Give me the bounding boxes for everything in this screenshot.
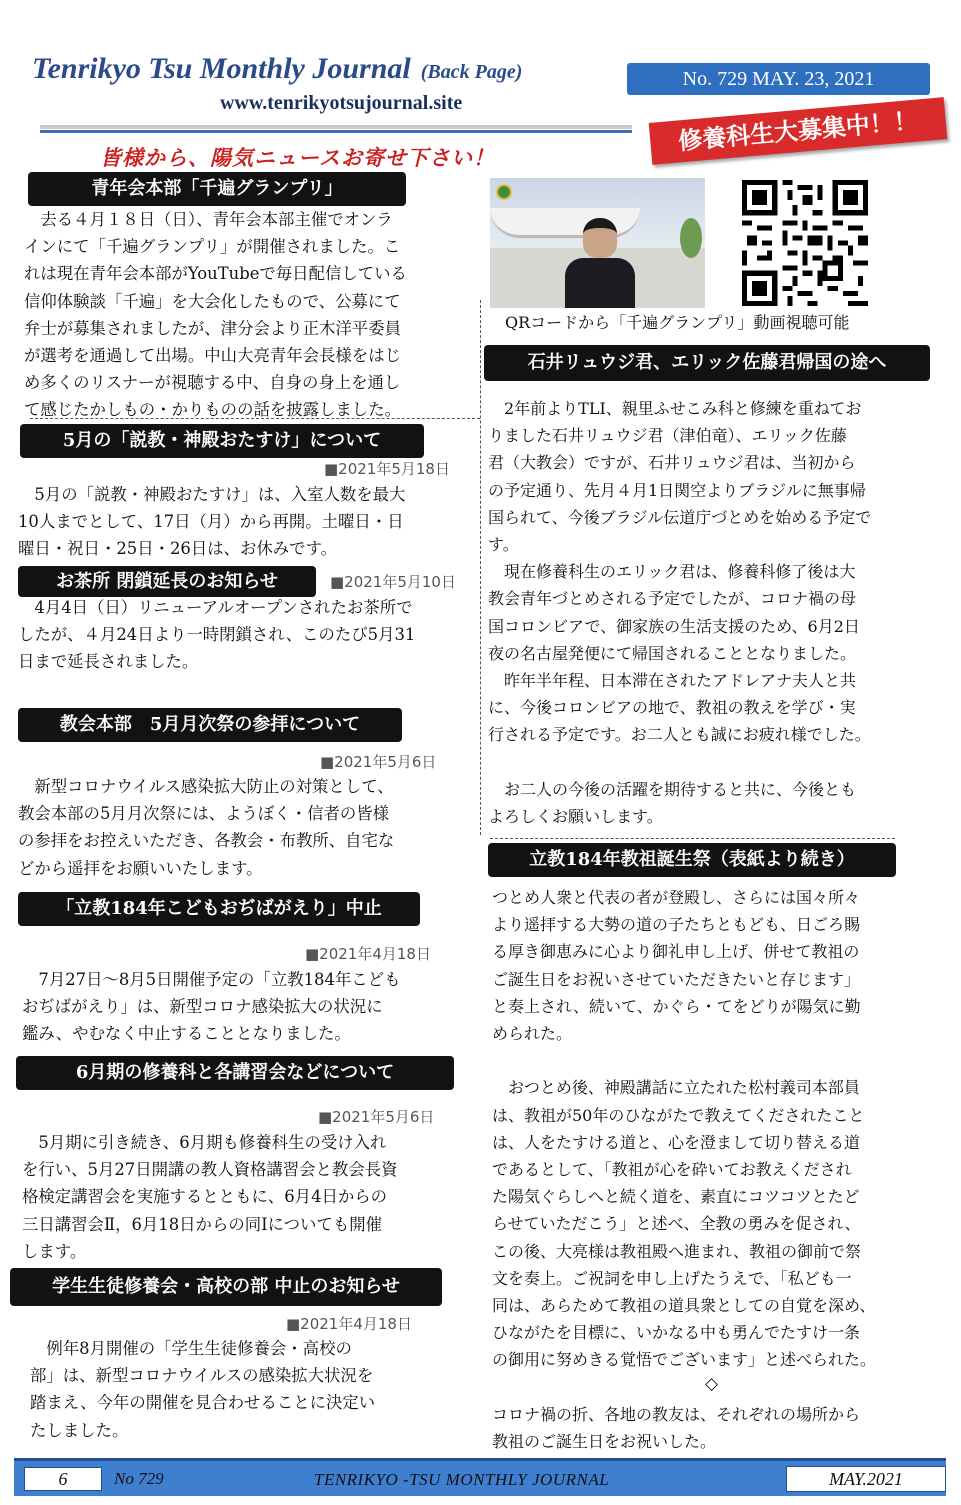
monthly-service-body: 新型コロナウイルス感染拡大防止の対策として、 教会本部の5月月次祭には、ようぼく・信者の皆様 の参拝をお控えいただき、各教会・布教所、自宅な どから遥拝をお願いいたします。 (18, 777, 395, 878)
teahouse-heading: お茶所 閉鎖延長のお知らせ (18, 566, 316, 597)
monthly-service-heading: 教会本部 5月月次祭の参拝について (18, 708, 402, 742)
sermon-body: 5月の「説教・神殿おたすけ」は、入室人数を最大 10人までとして、17日（月）から再開。土曜日・日 曜日・祝日・25日・26日は、お休みです。 (18, 485, 406, 559)
speaker-figure (565, 218, 635, 308)
section-separator: ◇ (705, 1374, 719, 1394)
column-divider (480, 300, 481, 835)
issue-date-badge: No. 729 MAY. 23, 2021 (627, 63, 930, 95)
monthly-service-date: ■2021年5月6日 (320, 753, 437, 771)
teahouse-date: ■2021年5月10日 (330, 573, 456, 591)
kids-heading: 「立教184年こどもおぢばがえり」中止 (18, 892, 420, 926)
page-number: 6 (24, 1467, 102, 1491)
kids-body: 7月27日～8月5日開催予定の「立教184年こども おぢばがえり」は、新型コロナ感染拡大の状況に 鑑み、やむなく中止することとなりました。 (22, 970, 401, 1044)
grand-prix-heading: 青年会本部「千遍グランプリ」 (28, 172, 406, 206)
video-thumbnail[interactable] (490, 178, 705, 308)
return-home-heading: 石井リュウジ君、エリック佐藤君帰国の途へ (484, 345, 930, 381)
recruit-banner: 修養科生大募集中！！ (649, 97, 948, 165)
speaker-head (583, 218, 617, 258)
june-courses-date: ■2021年5月6日 (318, 1108, 435, 1126)
teahouse-body: 4月4日（日）リニューアルオープンされたお茶所で したが、４月24日より一時閉鎖され、このたび5月31 日まで延長されました。 (18, 598, 416, 672)
grand-prix-body: 去る４月１８日（日）、青年会本部主催でオンラ インにて「千遍グランプリ」が開催されました。こ れは現在青年会本部がYouTubeで毎日配信している 信仰体験談「千遍」を大会化したもので、公募にて 弁士が募集されましたが、津分会より正木洋平委員 が選考を通過して出場。中山大亮青年会長様をはじ め多くのリスナーが視聴する中、自身の身上を通し て感じたかしもの・かりものの話を披露しました。 (24, 210, 407, 420)
footer-date: MAY.2021 (786, 1466, 946, 1492)
divider (490, 838, 895, 839)
birthday-body-end: コロナ禍の折、各地の教友は、それぞれの場所から 教祖のご誕生日をお祝いした。 (492, 1405, 861, 1452)
website-url[interactable]: www.tenrikyotsujournal.site (220, 92, 463, 114)
journal-title (32, 52, 522, 86)
june-courses-heading: 6月期の修養科と各講習会などについて (16, 1056, 454, 1090)
slogan: 皆様から、陽気ニュースお寄せ下さい！ (100, 146, 495, 170)
video-tree (680, 218, 702, 258)
return-home-body: 2年前よりTLI、親里ふせこみ科と修練を重ねてお りました石井リュウジ君（津伯竜）、エリック佐藤 君（大教会）ですが、石井リュウジ君は、当初から の予定通り、先月４月1日関空よりブラジルに無事帰 国られて、今後ブラジル伝道庁づとめを始める予定で す。 現在修養科生のエリック君は、修養科修了後は大 教会青年づとめされる予定でしたが、コロナ禍の母 国コロンビアで、御家族の生活支援のため、6月2日 夜の名古屋発便にて帰国されることとなりました。 昨年半年程、日本滞在されたアドレアナ夫人と共 に、今後コロンビアの地で、教祖の教えを学び・実 行される予定です。お二人とも誠にお疲れ様でした。 お二人の今後の活躍を期待すると共に、今後とも よろしくお願いします。 (488, 399, 872, 827)
students-body: 例年8月開催の「学生生徒修養会・高校の 部」は、新型コロナウイルスの感染拡大状況を 踏まえ、今年の開催を見合わせることに決定い たしました。 (30, 1339, 376, 1440)
journal-title-text: Tenrikyo Tsu Monthly Journal (32, 52, 411, 85)
kids-date: ■2021年4月18日 (305, 945, 431, 963)
footer-issue-number: No 729 (114, 1469, 164, 1488)
birthday-body: つとめ人衆と代表の者が登殿し、さらには国々所々 より遥拝する大勢の道の子たちともども、日ごろ賜 る厚き御恵みに心より御礼申し上げ、併せて教祖の ご誕生日をお祝いさせていただきたいと存じます」 と奏上され、続いて、かぐら・てをどりが陽気に勤 められた。 おつとめ後、神殿講話に立たれた松村義司本部員 は、教祖が50年のひながたで教えてくだされたこと は、人をたすける道と、心を澄まして切り替える道 であるとして、「教祖が心を砕いてお教えくだされ た陽気ぐらしへと続く道を、素直にコツコツとたど らせていただこう」と述べ、全教の勇みを促され、 この後、大亮様は教祖殿へ進まれ、教祖の御前で祭 文を奏上。ご祝詞を申し上げたうえで、「私ども一 同は、あらためて教祖の道具衆としての自覚を深め、 ひながたを目標に、いかなる中も勇んでたすけ一条 の御用に努めきる覚悟でございます」と述べられた。 (492, 888, 877, 1370)
students-heading: 学生生徒修養会・高校の部 中止のお知らせ (10, 1268, 442, 1306)
june-courses-body: 5月期に引き続き、6月期も修養科生の受け入れ を行い、5月27日開講の教人資格講習会と教会長資 格検定講習会を実施するとともに、6月4日からの 三日講習会Ⅱ，6月18日からの同Ⅰについても開催 します。 (22, 1133, 398, 1261)
seinenkai-logo-icon (496, 184, 512, 200)
sermon-heading: 5月の「説教・神殿おたすけ」について (20, 424, 424, 458)
speaker-body (565, 258, 635, 308)
divider (30, 418, 480, 419)
qr-caption: QRコードから「千遍グランプリ」動画視聴可能 (505, 313, 850, 332)
qr-code-icon[interactable] (742, 180, 868, 306)
students-date: ■2021年4月18日 (286, 1315, 412, 1333)
header-rule-blue (40, 130, 632, 133)
footer-bar (14, 1458, 946, 1496)
birthday-heading: 立教184年教祖誕生祭（表紙より続き） (488, 843, 896, 877)
header-rule-gray (40, 125, 632, 129)
back-page-label: (Back Page) (420, 61, 523, 83)
sermon-date: ■2021年5月18日 (324, 460, 450, 478)
footer-journal-name: TENRIKYO -TSU MONTHLY JOURNAL (314, 1470, 610, 1489)
